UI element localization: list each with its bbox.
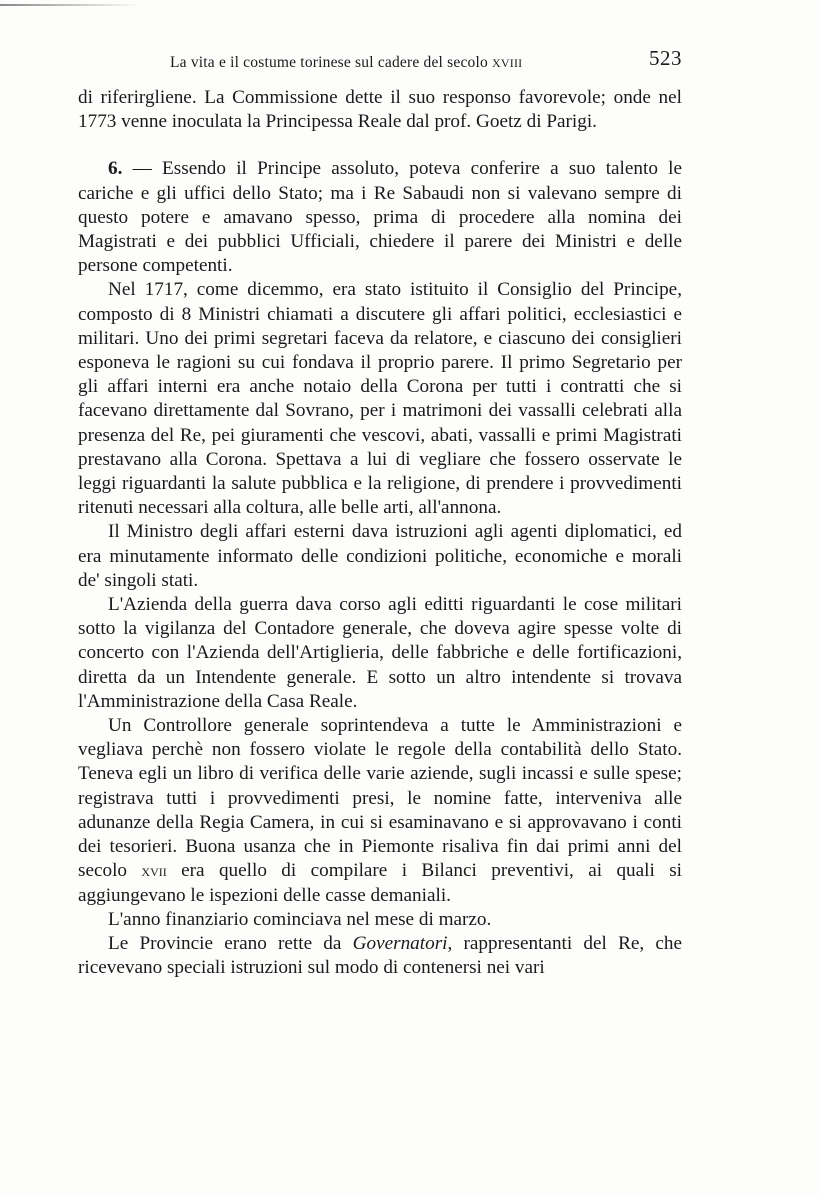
- provincie-text-a: Le Provincie erano rette da: [108, 932, 342, 954]
- paragraph-continuation: di riferirgliene. La Commissione dette il suo responso favorevole; onde nel 1773 venne inoculata la Principessa Reale dal prof. Goetz di Parigi.: [78, 87, 682, 133]
- section-number: 6.: [108, 158, 123, 180]
- paragraph-anno-finanziario: L'anno finanziario cominciava nel mese di marzo.: [108, 908, 492, 930]
- controllore-text-b: era quello di compilare i Bilanci preventivi, ai quali si aggiungevano le ispezioni delle casse demaniali.: [78, 860, 682, 906]
- paragraph-section-6: [78, 157, 682, 278]
- provincie-text-b: , rappresentanti del Re, che ricevevano speciali istruzioni sul modo di contenersi nei vari: [78, 932, 683, 979]
- paragraph-controllore: [78, 714, 682, 908]
- paragraph-provincie: [78, 932, 682, 980]
- running-title-century: xviii: [492, 52, 523, 71]
- running-head: [170, 52, 522, 72]
- governatori-italic: Governatori: [352, 932, 448, 954]
- controllore-century: xvii: [141, 861, 167, 881]
- section-6-text: — Essendo il Principe assoluto, poteva conferire a suo talento le cariche e gli uffici dello Stato; ma i Re Sabaudi non si valevano sempre di questo potere e amavano spesso, prima di procedere alla nomina dei Magistrati e dei pubblici Ufficiali, chiedere il parere dei Ministri e delle persone competenti.: [78, 158, 682, 277]
- page-number: 523: [649, 46, 682, 70]
- paragraph-consiglio: Nel 1717, come dicemmo, era stato istituito il Consiglio del Principe, composto di 8 Ministri chiamati a discutere gli affari politici, ecclesiastici e militari. Uno dei primi segretari faceva da relatore, e ciascuno dei consiglieri esponeva le ragioni su cui fondava il proprio parere. Il primo Segretario per gli affari interni era anche notaio della Corona per tutti i contratti che si facevano direttamente dal Sovrano, per i matrimoni dei vassalli celebrati alla presenza del Re, pei giuramenti che vescovi, abati, vassalli e primi Magistrati prestavano alla Corona. Spettava a lui di vegliare che fossero osservate le leggi riguardanti la salute pubblica e la religione, di prendere i provvedimenti ritenuti necessari alla coltura, alle belle arti, all'annona.: [78, 279, 682, 519]
- scan-edge-mark: [0, 4, 140, 6]
- paragraph-ministro-esterni: Il Ministro degli affari esterni dava istruzioni agli agenti diplomatici, ed era minutamente informato delle condizioni politiche, economiche e morali de' singoli stati.: [78, 521, 682, 591]
- paragraph-azienda-guerra: L'Azienda della guerra dava corso agli editti riguardanti le cose militari sotto la vigilanza del Contadore generale, che doveva agire spesse volte di concerto con l'Azienda dell'Artiglieria, delle fabbriche e delle fortificazioni, diretta da un Intendente generale. E sotto un altro intendente si trovava l'Amministrazione della Casa Reale.: [78, 594, 682, 712]
- controllore-text-a: Un Controllore generale soprintendeva a tutte le Amministrazioni e vegliava perchè non fossero violate le regole della contabilità dello Stato. Teneva egli un libro di verifica delle varie aziende, sugli incassi e sulle spese; registrava tutti i provvedimenti presi, le nomine fatte, interveniva alle adunanze della Regia Camera, in cui si esaminavano e si approvavano i conti dei tesorieri. Buona usanza che in Piemonte risaliva fin dai primi anni del secolo: [78, 715, 682, 882]
- running-title: La vita e il costume torinese sul cadere del secolo: [170, 54, 488, 71]
- page-header: [170, 46, 682, 70]
- body-text: [78, 86, 682, 980]
